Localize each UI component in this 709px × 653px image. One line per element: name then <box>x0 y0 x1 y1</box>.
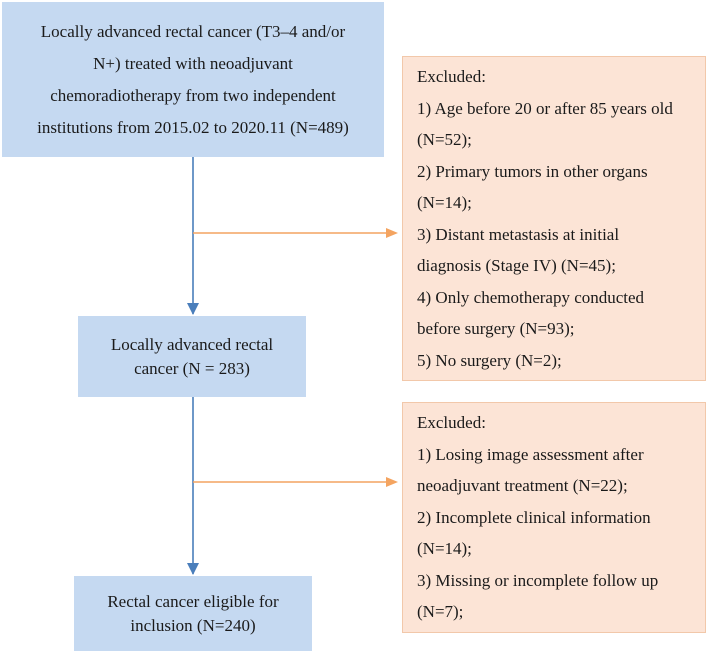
exclusion-line: 2) Primary tumors in other organs <box>417 161 648 181</box>
text-line: N+) treated with neoadjuvant <box>93 53 293 73</box>
final-cohort-text <box>107 590 278 638</box>
text-line: Rectal cancer eligible for <box>107 591 279 611</box>
exclusion-heading: Excluded: <box>417 67 486 86</box>
initial-cohort-box <box>2 2 384 157</box>
middle-cohort-box <box>78 316 306 397</box>
down-arrow-2-head <box>187 563 199 575</box>
exclusion-line: 1) Losing image assessment after <box>417 444 644 464</box>
exclusion-line: (N=52); <box>417 130 472 149</box>
exclusion-line: 5) No surgery (N=2); <box>417 350 562 370</box>
text-line: chemoradiotherapy from two independent <box>50 85 336 105</box>
exclusion-line: diagnosis (Stage IV) (N=45); <box>417 256 616 275</box>
exclusion-line: (N=7); <box>417 602 464 621</box>
text-line: inclusion (N=240) <box>130 615 256 635</box>
exclusion-line: 2) Incomplete clinical information <box>417 507 651 527</box>
down-arrow-1-head <box>187 303 199 315</box>
exclusion-line: 4) Only chemotherapy conducted <box>417 287 645 307</box>
exclusion-box-2 <box>402 402 706 633</box>
text-line: Locally advanced rectal cancer (T3–4 and/or <box>40 21 346 41</box>
middle-cohort-text <box>111 333 273 381</box>
exclusion-heading: Excluded: <box>417 413 486 432</box>
exclusion-line: (N=14); <box>417 539 472 558</box>
text-line: Locally advanced rectal <box>110 334 274 354</box>
initial-cohort-text <box>37 16 349 144</box>
exclusion-box-1 <box>402 56 706 381</box>
exclusion-line: before surgery (N=93); <box>417 319 575 338</box>
exclusion-line: 1) Age before 20 or after 85 years old <box>417 98 673 118</box>
side-arrow-1-head <box>386 228 398 238</box>
exclusion-line: 3) Distant metastasis at initial <box>417 224 620 244</box>
final-cohort-box <box>74 576 312 651</box>
exclusion-line: neoadjuvant treatment (N=22); <box>417 476 628 495</box>
exclusion-line: (N=14); <box>417 193 472 212</box>
exclusion-line: 3) Missing or incomplete follow up <box>417 570 659 590</box>
text-line: institutions from 2015.02 to 2020.11 (N=489) <box>37 117 349 137</box>
side-arrow-2-head <box>386 477 398 487</box>
text-line: cancer (N = 283) <box>134 358 250 378</box>
